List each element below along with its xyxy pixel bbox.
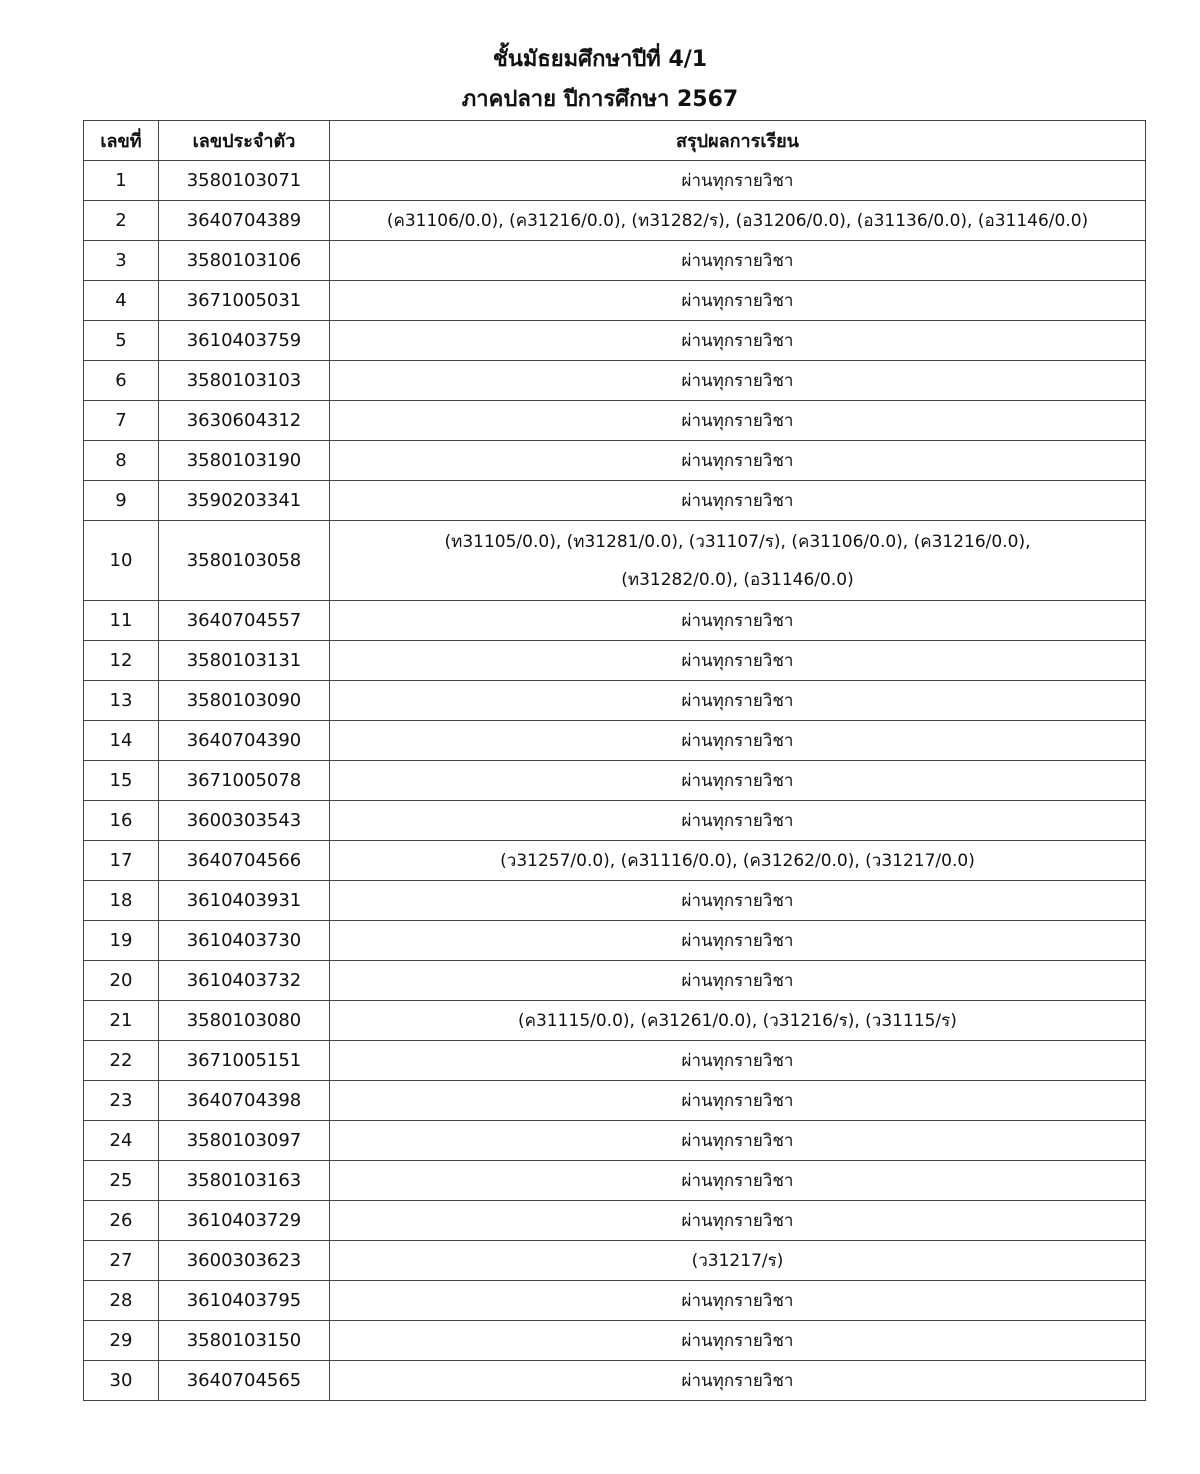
header-summary: สรุปผลการเรียน (330, 121, 1146, 161)
table-row (84, 1321, 1146, 1361)
cell-summary: ผ่านทุกรายวิชา (330, 161, 1146, 201)
table-row (84, 641, 1146, 681)
table-row (84, 361, 1146, 401)
cell-student-id: 3640704398 (159, 1081, 330, 1121)
cell-number: 29 (84, 1321, 159, 1361)
cell-student-id: 3610403795 (159, 1281, 330, 1321)
cell-summary: ผ่านทุกรายวิชา (330, 281, 1146, 321)
cell-number: 1 (84, 161, 159, 201)
table-row (84, 801, 1146, 841)
cell-number: 27 (84, 1241, 159, 1281)
cell-summary: (ว31217/ร) (330, 1241, 1146, 1281)
cell-summary: (ค31115/0.0), (ค31261/0.0), (ว31216/ร), (ว31115/ร) (330, 1001, 1146, 1041)
table-row (84, 681, 1146, 721)
table-row (84, 1241, 1146, 1281)
table-header-row (84, 121, 1146, 161)
table-row (84, 161, 1146, 201)
cell-summary: ผ่านทุกรายวิชา (330, 1121, 1146, 1161)
cell-student-id: 3671005151 (159, 1041, 330, 1081)
cell-student-id: 3640704566 (159, 841, 330, 881)
table-row (84, 1161, 1146, 1201)
table-row (84, 921, 1146, 961)
cell-number: 14 (84, 721, 159, 761)
cell-student-id: 3580103190 (159, 441, 330, 481)
cell-summary: ผ่านทุกรายวิชา (330, 1161, 1146, 1201)
table-row (84, 841, 1146, 881)
cell-number: 22 (84, 1041, 159, 1081)
table-row (84, 761, 1146, 801)
cell-number: 4 (84, 281, 159, 321)
cell-number: 26 (84, 1201, 159, 1241)
cell-summary: ผ่านทุกรายวิชา (330, 241, 1146, 281)
cell-summary: ผ่านทุกรายวิชา (330, 361, 1146, 401)
cell-number: 11 (84, 601, 159, 641)
cell-summary: ผ่านทุกรายวิชา (330, 1041, 1146, 1081)
table-row (84, 321, 1146, 361)
title-semester: ภาคปลาย ปีการศึกษา 2567 (461, 87, 739, 112)
cell-summary: ผ่านทุกรายวิชา (330, 801, 1146, 841)
table-body (84, 161, 1146, 1401)
title-class: ชั้นมัธยมศึกษาปีที่ 4/1 (492, 47, 708, 72)
cell-number: 19 (84, 921, 159, 961)
cell-number: 30 (84, 1361, 159, 1401)
cell-summary: ผ่านทุกรายวิชา (330, 1201, 1146, 1241)
cell-student-id: 3600303543 (159, 801, 330, 841)
cell-number: 28 (84, 1281, 159, 1321)
cell-student-id: 3580103097 (159, 1121, 330, 1161)
cell-number: 2 (84, 201, 159, 241)
cell-number: 23 (84, 1081, 159, 1121)
cell-number: 7 (84, 401, 159, 441)
cell-number: 5 (84, 321, 159, 361)
cell-summary: ผ่านทุกรายวิชา (330, 481, 1146, 521)
cell-number: 9 (84, 481, 159, 521)
table-row (84, 1121, 1146, 1161)
cell-summary: ผ่านทุกรายวิชา (330, 641, 1146, 681)
cell-student-id: 3610403759 (159, 321, 330, 361)
table-row (84, 1201, 1146, 1241)
cell-student-id: 3600303623 (159, 1241, 330, 1281)
cell-student-id: 3610403730 (159, 921, 330, 961)
cell-number: 15 (84, 761, 159, 801)
results-table (83, 120, 1146, 1401)
table-row (84, 441, 1146, 481)
cell-student-id: 3580103071 (159, 161, 330, 201)
table-row (84, 521, 1146, 601)
cell-summary: ผ่านทุกรายวิชา (330, 401, 1146, 441)
cell-summary: ผ่านทุกรายวิชา (330, 921, 1146, 961)
cell-number: 12 (84, 641, 159, 681)
cell-student-id: 3671005078 (159, 761, 330, 801)
cell-student-id: 3630604312 (159, 401, 330, 441)
cell-student-id: 3610403729 (159, 1201, 330, 1241)
cell-student-id: 3671005031 (159, 281, 330, 321)
cell-summary: ผ่านทุกรายวิชา (330, 321, 1146, 361)
table-row (84, 721, 1146, 761)
cell-summary: ผ่านทุกรายวิชา (330, 441, 1146, 481)
cell-student-id: 3580103163 (159, 1161, 330, 1201)
cell-number: 21 (84, 1001, 159, 1041)
cell-summary: ผ่านทุกรายวิชา (330, 601, 1146, 641)
cell-number: 24 (84, 1121, 159, 1161)
table-row (84, 961, 1146, 1001)
document-title (0, 40, 1200, 120)
cell-student-id: 3640704557 (159, 601, 330, 641)
cell-student-id: 3640704565 (159, 1361, 330, 1401)
table-row (84, 1361, 1146, 1401)
cell-summary: ผ่านทุกรายวิชา (330, 681, 1146, 721)
cell-summary: ผ่านทุกรายวิชา (330, 1361, 1146, 1401)
cell-summary: (ท31105/0.0), (ท31281/0.0), (ว31107/ร), (ค31106/0.0), (ค31216/0.0), (ท31282/0.0), (อ31146/0.0) (330, 521, 1146, 601)
table-row (84, 1001, 1146, 1041)
cell-summary: (ค31106/0.0), (ค31216/0.0), (ท31282/ร), (อ31206/0.0), (อ31136/0.0), (อ31146/0.0) (330, 201, 1146, 241)
cell-summary: ผ่านทุกรายวิชา (330, 761, 1146, 801)
cell-number: 18 (84, 881, 159, 921)
cell-student-id: 3640704390 (159, 721, 330, 761)
cell-summary: ผ่านทุกรายวิชา (330, 961, 1146, 1001)
table-row (84, 241, 1146, 281)
cell-student-id: 3580103090 (159, 681, 330, 721)
cell-student-id: 3590203341 (159, 481, 330, 521)
cell-summary: ผ่านทุกรายวิชา (330, 1281, 1146, 1321)
cell-student-id: 3580103150 (159, 1321, 330, 1361)
cell-summary: ผ่านทุกรายวิชา (330, 721, 1146, 761)
cell-summary: ผ่านทุกรายวิชา (330, 1081, 1146, 1121)
header-number: เลขที่ (84, 121, 159, 161)
table-row (84, 401, 1146, 441)
table-row (84, 601, 1146, 641)
cell-number: 3 (84, 241, 159, 281)
cell-student-id: 3640704389 (159, 201, 330, 241)
cell-number: 6 (84, 361, 159, 401)
cell-student-id: 3580103131 (159, 641, 330, 681)
cell-number: 10 (84, 521, 159, 601)
cell-student-id: 3580103080 (159, 1001, 330, 1041)
cell-number: 8 (84, 441, 159, 481)
cell-student-id: 3580103058 (159, 521, 330, 601)
cell-number: 13 (84, 681, 159, 721)
cell-summary: ผ่านทุกรายวิชา (330, 1321, 1146, 1361)
table-row (84, 1081, 1146, 1121)
table-row (84, 881, 1146, 921)
cell-summary: (ว31257/0.0), (ค31116/0.0), (ค31262/0.0), (ว31217/0.0) (330, 841, 1146, 881)
cell-student-id: 3610403732 (159, 961, 330, 1001)
table-row (84, 1041, 1146, 1081)
table-row (84, 201, 1146, 241)
cell-student-id: 3580103103 (159, 361, 330, 401)
cell-summary: ผ่านทุกรายวิชา (330, 881, 1146, 921)
table-row (84, 1281, 1146, 1321)
cell-student-id: 3580103106 (159, 241, 330, 281)
cell-number: 20 (84, 961, 159, 1001)
cell-number: 16 (84, 801, 159, 841)
table-row (84, 481, 1146, 521)
table-row (84, 281, 1146, 321)
cell-number: 25 (84, 1161, 159, 1201)
cell-student-id: 3610403931 (159, 881, 330, 921)
header-student-id: เลขประจำตัว (159, 121, 330, 161)
cell-number: 17 (84, 841, 159, 881)
